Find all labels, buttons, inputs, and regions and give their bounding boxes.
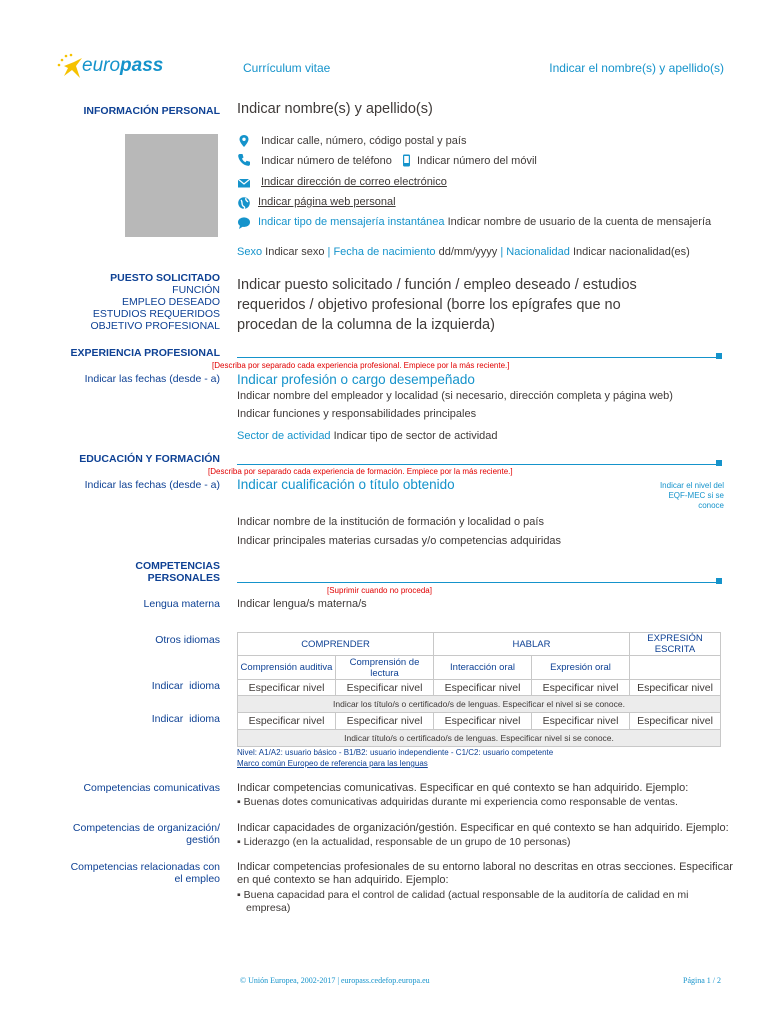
communication-text: Indicar competencias comunicativas. Especificar en qué contexto se han adquirido. Ejemplo: <box>237 782 689 794</box>
education-institution: Indicar nombre de la institución de formación y localidad o país <box>237 516 544 528</box>
birth-value: dd/mm/yyyy <box>438 246 498 258</box>
organisation-label-line: Competencias de organización/ <box>72 822 220 834</box>
col-understand: COMPRENDER <box>238 633 434 656</box>
section-skills-line: PERSONALES <box>147 572 220 584</box>
level-cell: Especificar nivel <box>434 713 532 730</box>
mother-tongue-value: Indicar lengua/s materna/s <box>237 598 367 610</box>
job-skills-text-line: en qué contexto se han adquirido. Ejemplo: <box>237 874 449 886</box>
section-skills-line: COMPETENCIAS <box>135 560 220 572</box>
separator: | <box>327 246 331 258</box>
organisation-label-line: gestión <box>186 834 220 846</box>
level-cell: Especificar nivel <box>434 680 532 696</box>
job-skills-bullet: ▪ Buena capacidad para el control de calidad (actual responsable de la auditoría de calidad en mi empresa) <box>237 889 689 914</box>
phone: Indicar número de teléfono <box>261 155 392 167</box>
other-languages-label: Otros idiomas <box>155 634 220 646</box>
experience-sector <box>237 430 498 443</box>
language-label: Indicar idioma <box>151 713 220 725</box>
cv-title: Currículum vitae <box>243 61 331 75</box>
logo-pass: pass <box>120 55 164 76</box>
education-note: [Describa por separado cada experiencia de formación. Empiece por la más reciente.] <box>208 467 513 476</box>
organisation-bullet: ▪ Liderazgo (en la actualidad, responsable de un grupo de 10 personas) <box>237 836 571 848</box>
mobile-icon <box>401 154 412 167</box>
skills-note: [Suprimir cuando no proceda] <box>327 586 432 595</box>
separator: | <box>500 246 504 258</box>
col-speak: HABLAR <box>434 633 630 656</box>
section-rule <box>237 357 721 358</box>
subcol-listening: Comprensión auditiva <box>238 656 336 680</box>
organisation-text: Indicar capacidades de organización/gestión. Especificar en qué contexto se han adquirido. Ejemplo: <box>237 822 729 834</box>
section-personal-skills <box>135 560 220 584</box>
section-education: EDUCACIÓN Y FORMACIÓN <box>79 453 220 465</box>
europass-logo <box>56 52 166 82</box>
job-skills-text <box>237 861 733 887</box>
position-label-4: OBJETIVO PROFESIONAL <box>90 320 220 332</box>
level-cell: Especificar nivel <box>532 713 630 730</box>
col-write: EXPRESIÓN ESCRITA <box>630 633 721 656</box>
education-dates: Indicar las fechas (desde - a) <box>84 479 220 491</box>
section-personal-info: INFORMACIÓN PERSONAL <box>83 105 220 117</box>
bullet-text: Buenas dotes comunicativas adquiridas durante mi experiencia como responsable de ventas. <box>243 796 678 808</box>
position-text-line: procedan de la columna de la izquierda) <box>237 317 495 333</box>
eqf-level <box>660 481 724 511</box>
address: Indicar calle, número, código postal y país <box>261 135 467 147</box>
language-row <box>238 680 721 696</box>
education-title: Indicar cualificación o título obtenido <box>237 477 455 492</box>
position-label-3: ESTUDIOS REQUERIDOS <box>92 308 220 320</box>
experience-dates: Indicar las fechas (desde - a) <box>84 373 220 385</box>
languages-table <box>237 632 721 747</box>
section-rule-marker <box>716 578 722 584</box>
job-skills-label-line: Competencias relacionadas con <box>70 861 220 873</box>
nationality-value: Indicar nacionalidad(es) <box>572 246 690 258</box>
position-label-main: PUESTO SOLICITADO <box>110 272 220 284</box>
bullet-text: Buena capacidad para el control de calidad (actual responsable de la auditoría de calidad en mi <box>243 889 689 901</box>
bullet-text: Liderazgo (en la actualidad, responsable de un grupo de 10 personas) <box>243 836 571 848</box>
email[interactable]: Indicar dirección de correo electrónico <box>261 176 447 188</box>
personal-details-line <box>237 246 690 259</box>
eqf-level-line: EQF-MEC si se <box>668 491 724 500</box>
section-rule <box>237 582 721 583</box>
photo-placeholder <box>125 134 218 237</box>
logo-euro: euro <box>82 55 121 76</box>
location-pin-icon <box>237 134 251 148</box>
birth-label: Fecha de nacimiento <box>333 246 436 258</box>
footer-copyright: © Unión Europea, 2002-2017 | europass.cedefop.europa.eu <box>240 976 430 985</box>
subcol-reading: Comprensión de lectura <box>336 656 434 680</box>
web-page[interactable]: Indicar página web personal <box>258 196 396 208</box>
section-rule <box>237 464 721 465</box>
job-skills-label-line: el empleo <box>174 873 220 885</box>
im-value: Indicar nombre de usuario de la cuenta de mensajería <box>447 216 712 228</box>
position-text-line: requeridos / objetivo profesional (borre los epígrafes que no <box>237 297 621 313</box>
language-row <box>238 713 721 730</box>
nationality-label: Nacionalidad <box>506 246 570 258</box>
experience-note: [Describa por separado cada experiencia profesional. Empiece por la más reciente.] <box>212 361 510 370</box>
experience-title: Indicar profesión o cargo desempeñado <box>237 372 475 387</box>
job-skills-label <box>71 861 220 885</box>
mobile: Indicar número del móvil <box>417 155 537 167</box>
position-text-line: Indicar puesto solicitado / función / empleo deseado / estudios <box>237 277 637 293</box>
level-cell: Especificar nivel <box>336 680 434 696</box>
sector-value: Indicar tipo de sector de actividad <box>333 430 498 442</box>
subcol-writing-empty <box>630 656 721 680</box>
header-name: Indicar el nombre(s) y apellido(s) <box>549 61 724 75</box>
email-icon <box>237 176 251 190</box>
chat-bubble-icon <box>237 216 251 230</box>
certificate-row: Indicar los título/s o certificado/s de lenguas. Especificar el nivel si se conoce. <box>238 696 721 713</box>
language-label: Indicar idioma <box>151 680 220 692</box>
sex-label: Sexo <box>237 246 263 258</box>
im-line <box>258 216 711 229</box>
education-subjects: Indicar principales materias cursadas y/o competencias adquiridas <box>237 535 562 547</box>
im-label: Indicar tipo de mensajería instantánea <box>258 216 445 228</box>
job-skills-text-line: Indicar competencias profesionales de su entorno laboral no descritas en otras secciones. Especificar <box>237 861 733 873</box>
level-cell: Especificar nivel <box>336 713 434 730</box>
bullet-text-continued: empresa) <box>246 902 291 914</box>
position-text <box>237 275 717 335</box>
section-rule-marker <box>716 353 722 359</box>
mother-tongue-label: Lengua materna <box>143 598 220 610</box>
position-label-2: EMPLEO DESEADO <box>121 296 220 308</box>
phone-icon <box>237 153 251 167</box>
organisation-label <box>73 822 220 846</box>
experience-employer: Indicar nombre del empleador y localidad (si necesario, dirección completa y página web) <box>237 390 673 402</box>
position-label-1: FUNCIÓN <box>172 284 220 296</box>
subcol-interaction: Interacción oral <box>434 656 532 680</box>
section-rule-marker <box>716 460 722 466</box>
sex-value: Indicar sexo <box>265 246 325 258</box>
levels-note: Nivel: A1/A2: usuario básico - B1/B2: usuario independiente - C1/C2: usuario competente <box>237 748 554 757</box>
experience-duties: Indicar funciones y responsabilidades principales <box>237 408 477 420</box>
sector-label: Sector de actividad <box>237 430 331 442</box>
footer-page-number: Página 1 / 2 <box>683 976 721 985</box>
subcol-production: Expresión oral <box>532 656 630 680</box>
communication-bullet: ▪ Buenas dotes comunicativas adquiridas durante mi experiencia como responsable de ventas. <box>237 796 678 808</box>
level-cell: Especificar nivel <box>630 680 721 696</box>
level-cell: Especificar nivel <box>532 680 630 696</box>
certificate-row: Indicar título/s o certificado/s de lenguas. Especificar nivel si se conoce. <box>238 730 721 747</box>
level-cell: Especificar nivel <box>238 713 336 730</box>
level-cell: Especificar nivel <box>238 680 336 696</box>
web-globe-icon <box>237 196 251 210</box>
personal-name: Indicar nombre(s) y apellido(s) <box>237 101 433 117</box>
communication-label: Competencias comunicativas <box>83 782 220 794</box>
eqf-level-line: Indicar el nivel del <box>659 481 724 490</box>
eqf-level-line: conoce <box>698 501 724 510</box>
level-cell: Especificar nivel <box>630 713 721 730</box>
position-labels <box>90 272 220 332</box>
section-experience: EXPERIENCIA PROFESIONAL <box>70 347 220 359</box>
framework-link[interactable]: Marco común Europeo de referencia para las lenguas <box>237 759 428 768</box>
